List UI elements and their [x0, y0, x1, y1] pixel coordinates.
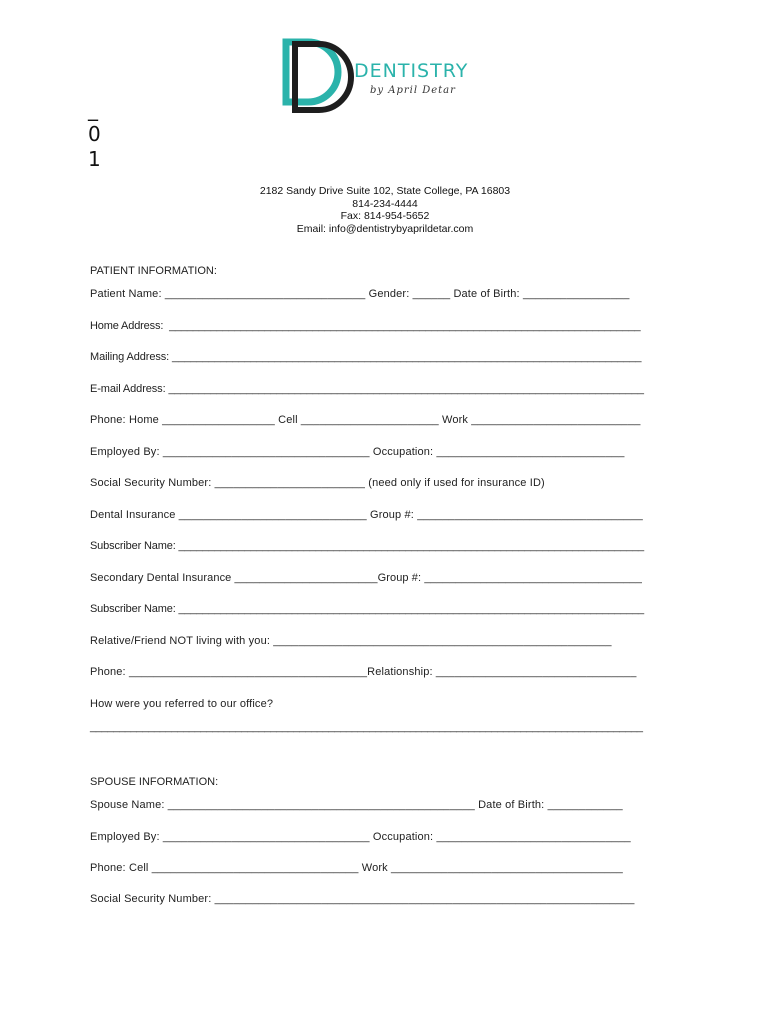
dentistry-logo [282, 38, 482, 120]
spouse-name-dob-field[interactable]: Spouse Name: _________________________________________________ Date of Birth: ____________ [90, 799, 623, 811]
spouse-ssn-field[interactable]: Social Security Number: ___________________________________________________________________ [90, 893, 635, 905]
patient-name-gender-dob-field[interactable]: Patient Name: ________________________________ Gender: ______ Date of Birth: _________________ [90, 288, 630, 300]
secondary-subscriber-name-field[interactable]: Subscriber Name: ______________________________________________________________________________ [90, 603, 645, 615]
address-line: 2182 Sandy Drive Suite 102, State College, PA 16803 [259, 185, 511, 197]
spouse-phone-field[interactable]: Phone: Cell _________________________________ Work _____________________________________ [90, 862, 623, 874]
relative-friend-field[interactable]: Relative/Friend NOT living with you: ______________________________________________________ [90, 635, 612, 647]
spouse-employment-field[interactable]: Employed By: _________________________________ Occupation: _______________________________ [90, 831, 631, 843]
dental-insurance-field[interactable]: Dental Insurance ______________________________ Group #: ____________________________________ [90, 509, 643, 521]
secondary-insurance-field[interactable]: Secondary Dental Insurance _______________________Group #: ___________________________________ [90, 572, 642, 584]
phone-line: 814-234-4444 [352, 197, 418, 210]
spouse-info-heading: SPOUSE INFORMATION: [90, 776, 219, 788]
email-address-field[interactable]: E-mail Address: _______________________________________________________________________________ [90, 383, 644, 395]
phone-numbers-field[interactable]: Phone: Home __________________ Cell ______________________ Work ___________________________ [90, 414, 641, 426]
email-line: Email: info@dentistrybyaprildetar.com [296, 222, 474, 235]
page-marker [88, 97, 101, 172]
referral-question: How were you referred to our office? [90, 698, 274, 710]
d-logo-icon [282, 38, 362, 120]
logo-wordmark: DENTISTRY [354, 60, 469, 82]
referral-answer-field[interactable]: _______________________________________________________________________________________________ [90, 721, 643, 733]
logo-tagline: by April Detar [370, 85, 456, 96]
relative-phone-relationship-field[interactable]: Phone: ______________________________________Relationship: ________________________________ [90, 666, 637, 678]
employment-field[interactable]: Employed By: _________________________________ Occupation: ______________________________ [90, 446, 625, 458]
page-marker-line: 0 [88, 122, 101, 146]
mailing-address-field[interactable]: Mailing Address: ______________________________________________________________________________ [90, 351, 642, 363]
home-address-field[interactable]: Home Address: _______________________________________________________________________________ [90, 320, 641, 332]
contact-block [0, 185, 770, 235]
ssn-field[interactable]: Social Security Number: ________________________ (need only if used for insurance ID) [90, 477, 545, 489]
subscriber-name-field[interactable]: Subscriber Name: ______________________________________________________________________________ [90, 540, 645, 552]
fax-line: Fax: 814-954-5652 [340, 210, 430, 222]
page-marker-line: 1 [88, 147, 101, 171]
page-marker-line: _ [88, 97, 98, 121]
patient-info-heading: PATIENT INFORMATION: [90, 265, 217, 277]
